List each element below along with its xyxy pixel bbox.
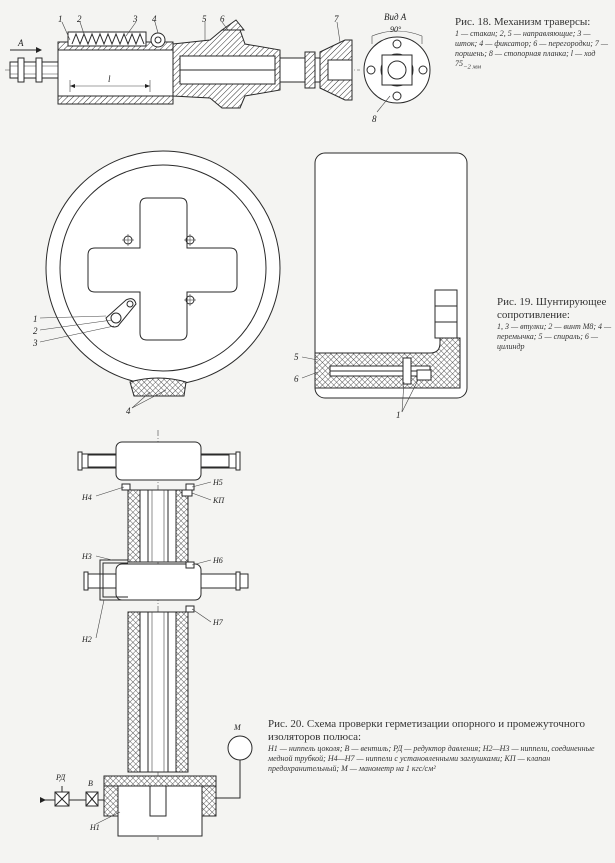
- fig18-label-4: 4: [152, 14, 157, 24]
- fig18-label-1: 1: [58, 14, 63, 24]
- fig18-label-5: 5: [202, 14, 207, 24]
- fig20-label-h4: Н4: [82, 493, 92, 502]
- fig19-label-5: 5: [294, 352, 299, 362]
- fig19-label-4: 1: [33, 314, 38, 324]
- fig18-label-8: 8: [372, 114, 377, 124]
- fig18-legend-tail: −2 мм: [463, 63, 481, 71]
- fig20-leak-test-scheme: [40, 430, 252, 840]
- fig18-angle-label: 90°: [390, 25, 402, 34]
- fig18-label-7: 7: [334, 14, 339, 24]
- fig18-dimension-label: l: [108, 74, 111, 84]
- fig20-title: Рис. 20. Схема проверки герметизации опорного и промежуточного изоляторов полюса:: [268, 718, 586, 743]
- fig18-title: Рис. 18. Механизм траверсы:: [455, 16, 591, 28]
- fig19-caption: [497, 296, 613, 352]
- fig18-label-3: 3: [133, 14, 138, 24]
- fig18-caption: [455, 16, 613, 73]
- fig20-label-kp: КП: [213, 496, 225, 505]
- fig20-label-m: М: [234, 723, 241, 732]
- fig19-label-1: 4: [126, 406, 131, 416]
- fig18-view-label: Вид А: [384, 12, 407, 22]
- fig18-traverse-mechanism: [5, 20, 430, 112]
- fig20-label-h3: Н3: [82, 552, 92, 561]
- fig19-legend: 1, 3 — втулки; 2 — винт М8; 4 — перемычка; 5 — спираль; 6 — цилиндр: [497, 322, 612, 351]
- fig20-label-v: В: [88, 779, 93, 788]
- fig20-label-h2: Н2: [82, 635, 92, 644]
- fig19-title: Рис. 19. Шунтирующее сопротивление:: [497, 296, 607, 321]
- fig20-label-h5: Н5: [213, 478, 223, 487]
- fig19-label-6: 6: [294, 374, 299, 384]
- fig18-label-6: 6: [220, 14, 225, 24]
- fig18-legend: 1 — стакан; 2, 5 — направляющие; 3 — шток; 4 — фиксатор; 6 — перегородки; 7 — поршень; 8 — стопорная планка; l — ход 75: [455, 29, 609, 68]
- fig20-label-rd: РД: [56, 773, 66, 782]
- fig20-legend: Н1 — ниппель цоколя; В — вентиль; РД — редуктор давления; Н2—Н3 — ниппели, соединенные медной трубкой; Н4—Н7 — ниппели с установленными заглушками; КП — клапан предохранительный; М — манометр на 1 кгс/см²: [268, 744, 595, 773]
- fig20-label-h7: Н7: [213, 618, 223, 627]
- fig20-caption: [268, 718, 613, 774]
- fig18-arrow-label: А: [18, 38, 24, 48]
- fig20-label-h1: Н1: [90, 823, 100, 832]
- fig19-shunt-resistor: [40, 151, 467, 412]
- fig19-label-1b: 1: [396, 410, 401, 420]
- fig18-label-2: 2: [77, 14, 82, 24]
- fig19-label-2: 3: [33, 338, 38, 348]
- fig20-label-h6: Н6: [213, 556, 223, 565]
- fig19-label-3: 2: [33, 326, 38, 336]
